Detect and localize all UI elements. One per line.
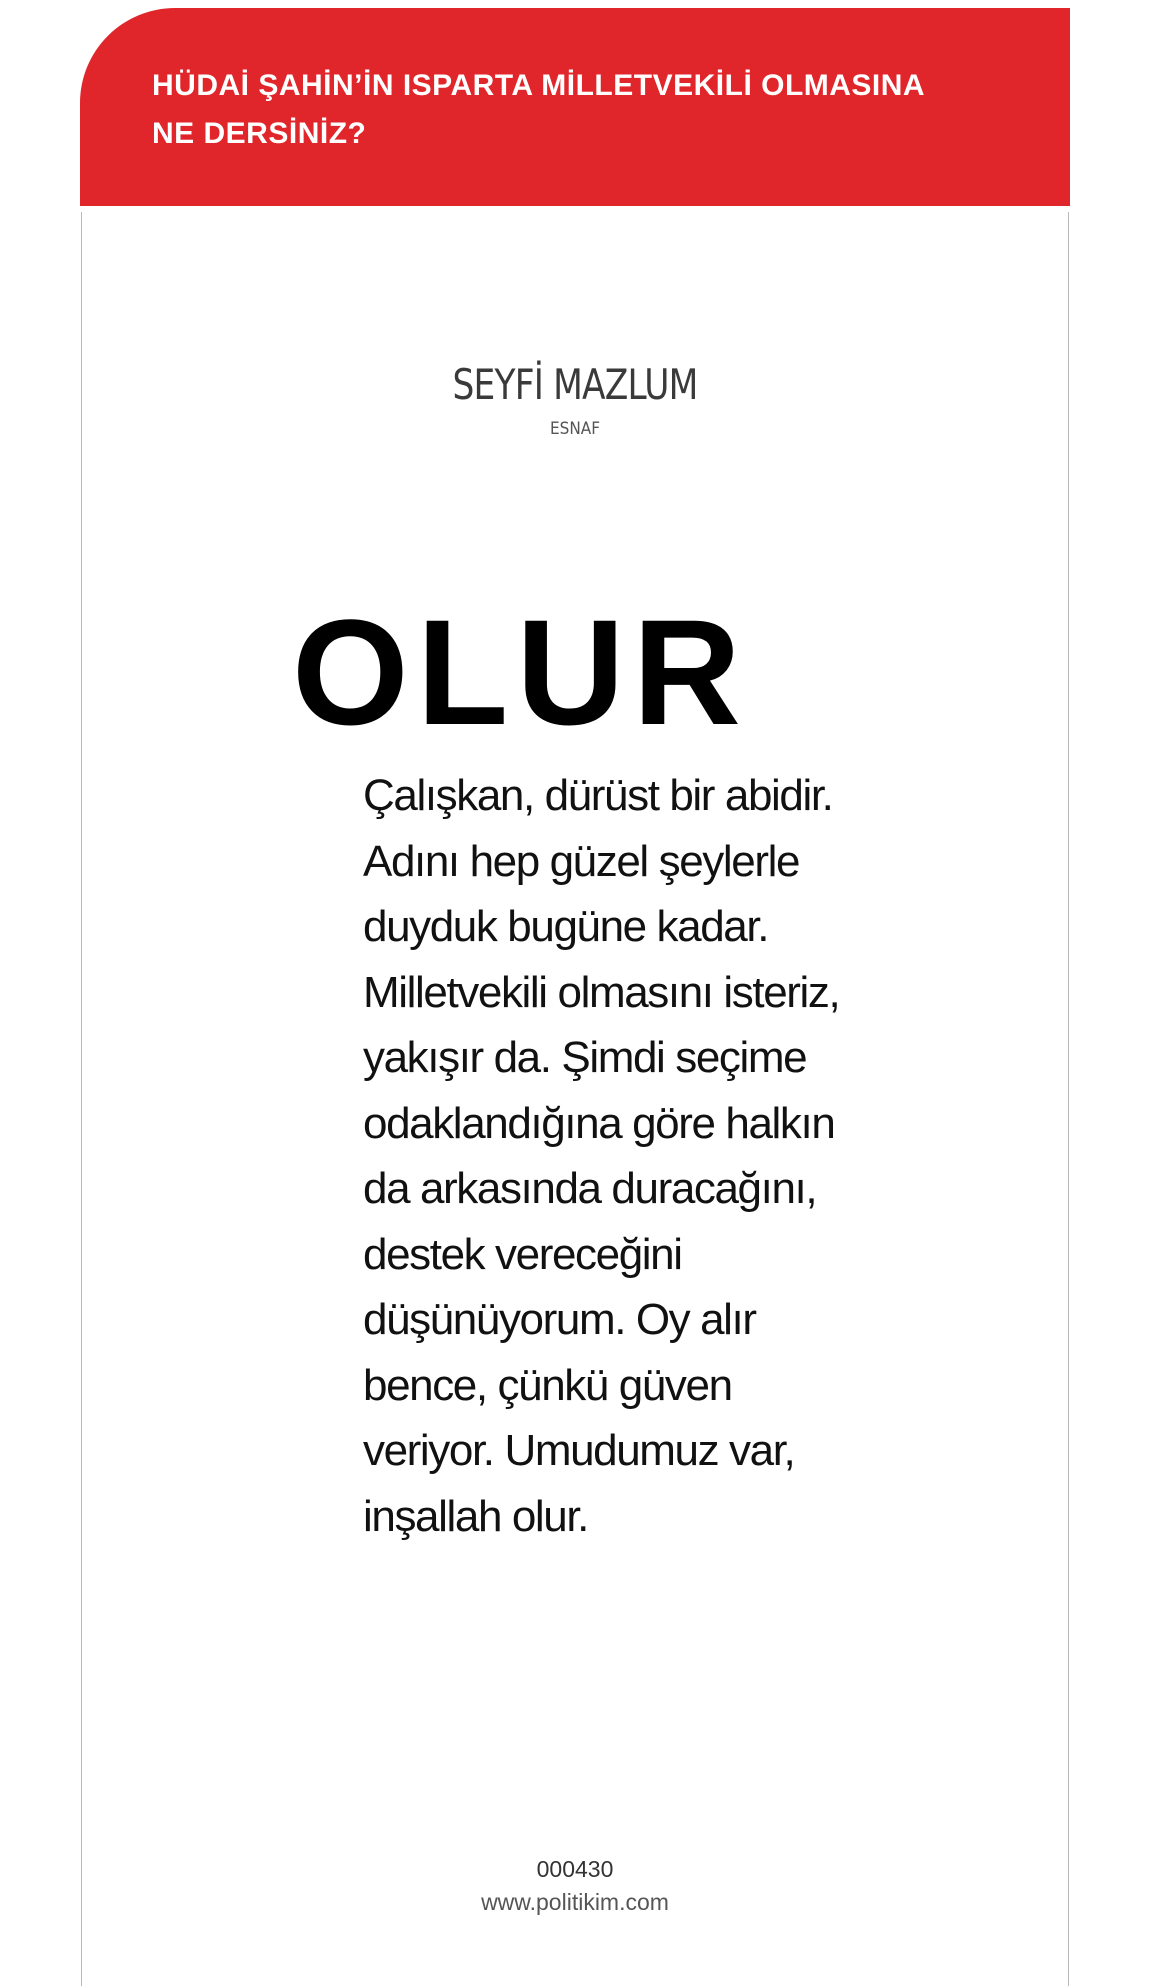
quote-line: inşallah olur. (363, 1491, 588, 1541)
quote-line: bence, çünkü güven (363, 1360, 732, 1410)
header-banner (80, 8, 1070, 206)
card-border-left (81, 212, 82, 1986)
footer-url: www.politikim.com (481, 1889, 669, 1915)
question-title (152, 62, 1030, 158)
verdict-headline: OLUR (292, 588, 749, 756)
quote-line: veriyor. Umudumuz var, (363, 1426, 795, 1475)
question-title-line-1: HÜDAİ ŞAHİN’İN ISPARTA MİLLETVEKİLİ OLMASINA (152, 69, 926, 102)
quote-line: Adını hep güzel şeylerle (363, 836, 800, 886)
quote-line: da arkasında duracağını, (363, 1164, 817, 1213)
quote-line: destek vereceğini (363, 1229, 682, 1279)
question-title-line-2: NE DERSİNİZ? (152, 117, 367, 150)
quote-line: duyduk bugüne kadar. (363, 902, 769, 951)
person-role: ESNAF (549, 419, 601, 439)
quote-line: odaklandığına göre halkın (363, 1098, 835, 1148)
card-border-right (1068, 212, 1069, 1986)
quote-line: yakışır da. Şimdi seçime (363, 1033, 807, 1082)
quote-line: düşünüyorum. Oy alır (363, 1295, 756, 1344)
quote-line: Çalışkan, dürüst bir abidir. (363, 771, 833, 820)
quote-line: Milletvekili olmasını isteriz, (363, 967, 840, 1017)
footer-code: 000430 (536, 1856, 614, 1882)
answer-quote (363, 763, 923, 1549)
person-name: SEYFİ MAZLUM (452, 360, 698, 409)
